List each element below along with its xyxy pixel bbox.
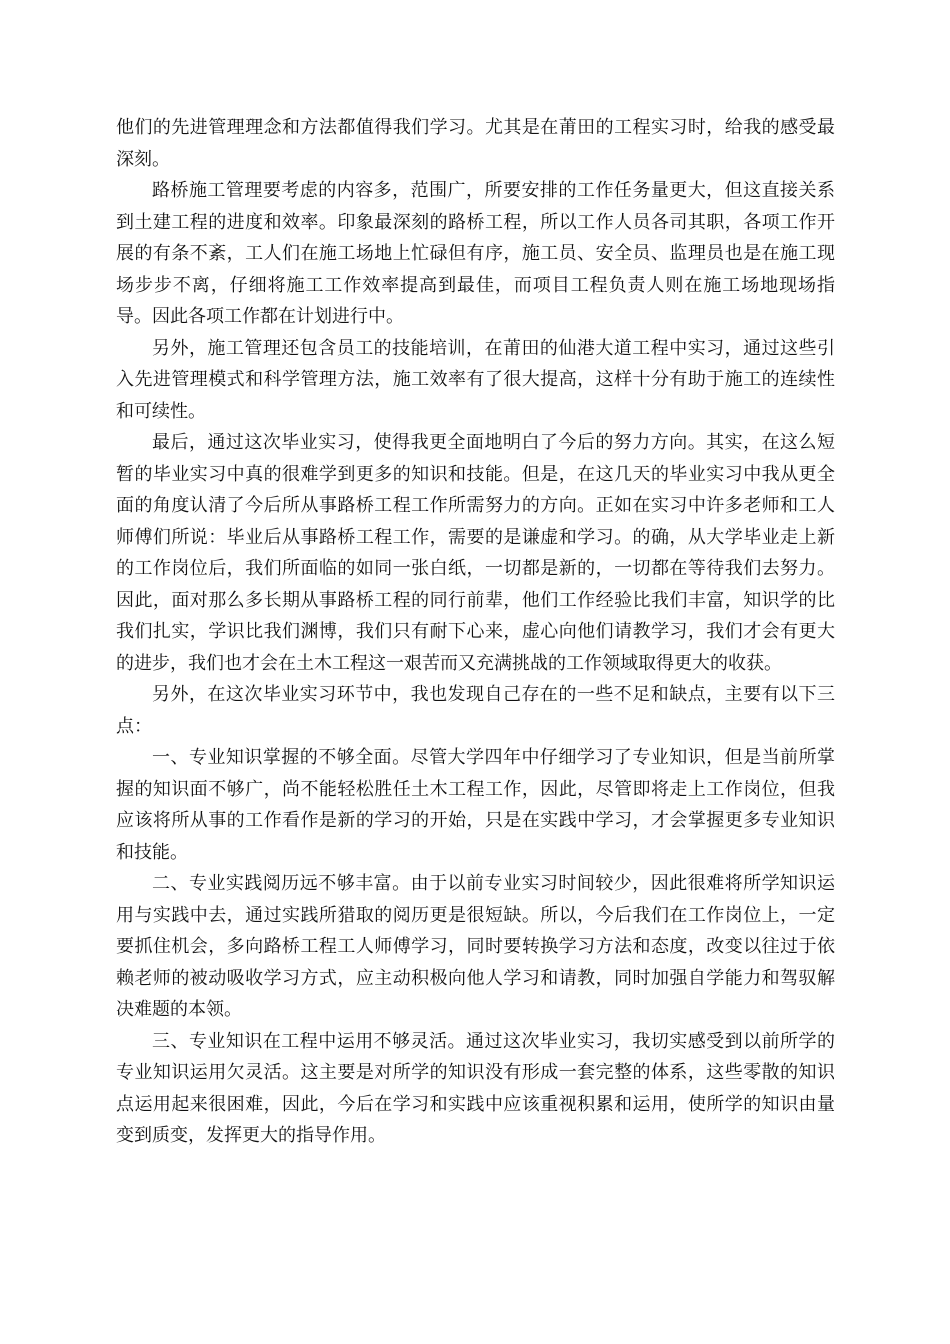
paragraph-shortcomings-intro: 另外，在这次毕业实习环节中，我也发现自己存在的一些不足和缺点，主要有以下三点： <box>116 684 835 737</box>
paragraph-conclusion-direction: 最后，通过这次毕业实习，使得我更全面地明白了今后的努力方向。其实，在这么短暂的毕业实习中真的很难学到更多的知识和技能。但是，在这几天的毕业实习中我从更全面的角度认清了今后所从事路桥工程工作所需努力的方向。正如在实习中许多老师和工人师傅们所说：毕业后从事路桥工程工作，需要的是谦虚和学习。的确，从大学毕业走上新的工作岗位后，我们所面临的如同一张白纸，一切都是新的，一切都在等待我们去努力。因此，面对那么多长期从事路桥工程的同行前辈，他们工作经验比我们丰富，知识学的比我们扎实，学识比我们渊博，我们只有耐下心来，虚心向他们请教学习，我们才会有更大的进步，我们也才会在土木工程这一艰苦而又充满挑战的工作领域取得更大的收获。 <box>116 432 835 674</box>
document-page <box>116 112 835 1152</box>
paragraph-shortcoming-1: 一、专业知识掌握的不够全面。尽管大学四年中仔细学习了专业知识，但是当前所掌握的知识面不够广，尚不能轻松胜任土木工程工作，因此，尽管即将走上工作岗位，但我应该将所从事的工作看作是新的学习的开始，只是在实践中学习，才会掌握更多专业知识和技能。 <box>116 747 835 863</box>
paragraph-bridge-construction-management: 路桥施工管理要考虑的内容多，范围广，所要安排的工作任务量更大，但这直接关系到土建工程的进度和效率。印象最深刻的路桥工程，所以工作人员各司其职，各项工作开展的有条不紊，工人们在施工场地上忙碌但有序，施工员、安全员、监理员也是在施工现场步步不离，仔细将施工工作效率提高到最佳，而项目工程负责人则在施工场地现场指导。因此各项工作都在计划进行中。 <box>116 180 835 327</box>
paragraph-staff-training: 另外，施工管理还包含员工的技能培训，在莆田的仙港大道工程中实习，通过这些引入先进管理模式和科学管理方法，施工效率有了很大提高，这样十分有助于施工的连续性和可续性。 <box>116 337 835 422</box>
paragraph-shortcoming-3: 三、专业知识在工程中运用不够灵活。通过这次毕业实习，我切实感受到以前所学的专业知识运用欠灵活。这主要是对所学的知识没有形成一套完整的体系，这些零散的知识点运用起来很困难，因此，今后在学习和实践中应该重视积累和运用，使所学的知识由量变到质变，发挥更大的指导作用。 <box>116 1030 835 1146</box>
paragraph-shortcoming-2: 二、专业实践阅历远不够丰富。由于以前专业实习时间较少，因此很难将所学知识运用与实践中去，通过实践所猎取的阅历更是很短缺。所以，今后我们在工作岗位上，一定要抓住机会，多向路桥工程工人师傅学习，同时要转换学习方法和态度，改变以往过于依赖老师的被动吸收学习方式，应主动积极向他人学习和请教，同时加强自学能力和驾驭解决难题的本领。 <box>116 873 835 1020</box>
paragraph-continuation: 他们的先进管理理念和方法都值得我们学习。尤其是在莆田的工程实习时，给我的感受最深刻。 <box>116 117 835 170</box>
